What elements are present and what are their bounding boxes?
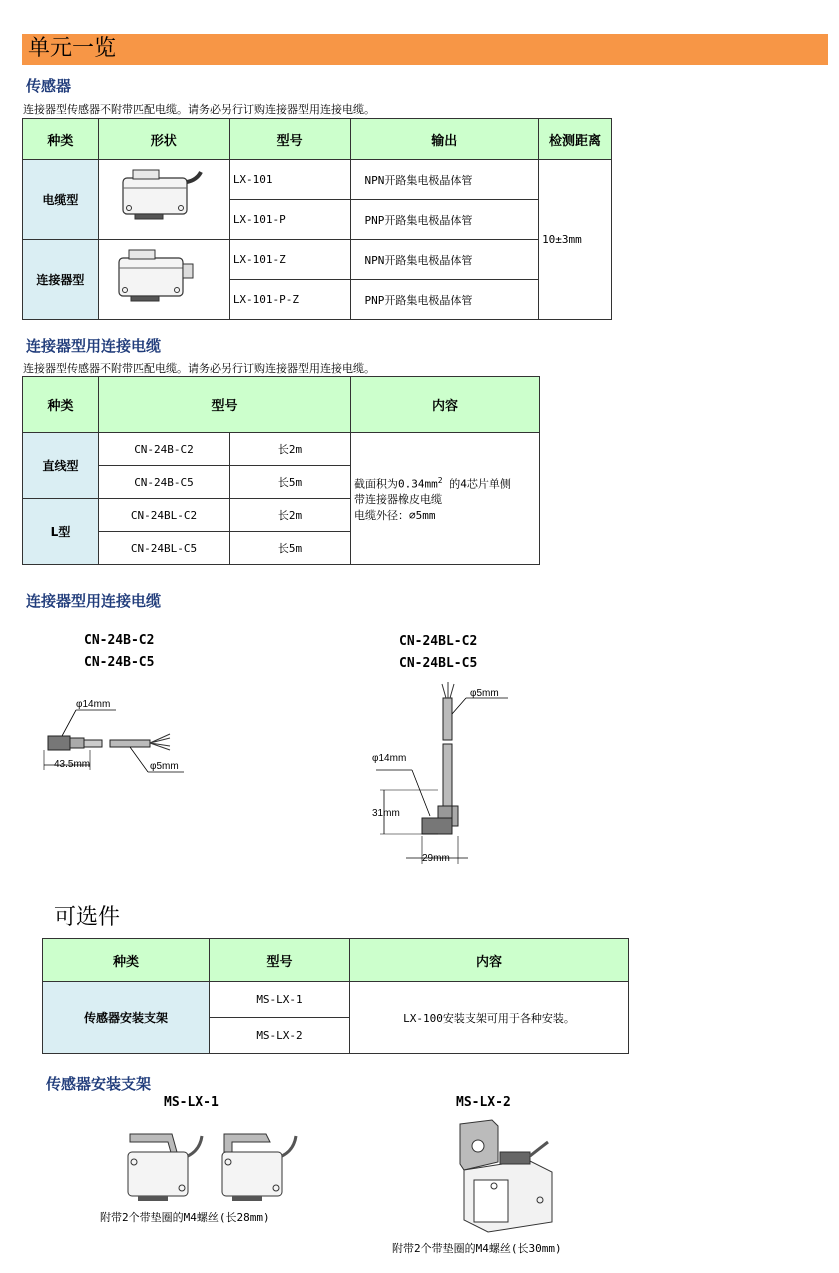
model-cell: MS-LX-2 <box>210 1018 350 1054</box>
col-header: 型号 <box>99 377 351 433</box>
length-cell: 长5m <box>230 466 351 499</box>
cable-note: 连接器型传感器不附带匹配电缆。请务必另行订购连接器型用连接电缆。 <box>23 362 375 375</box>
output-cell: PNP开路集电极晶体管 <box>350 280 539 320</box>
lshape-dim-w: 29mm <box>422 853 450 864</box>
sensor-note: 连接器型传感器不附带匹配电缆。请务必另行订购连接器型用连接电缆。 <box>23 103 375 116</box>
col-header: 内容 <box>350 939 629 982</box>
content-line2: 带连接器橡皮电缆 <box>354 493 442 507</box>
model-cell: CN-24B-C2 <box>99 433 230 466</box>
content-line3: 电缆外径：⌀5mm <box>354 509 436 523</box>
output-cell: PNP开路集电极晶体管 <box>350 200 539 240</box>
sensor-connector-type-icon <box>99 240 229 316</box>
content-sup: 2 <box>437 475 443 485</box>
content-line1a: 截面积为0.34mm <box>354 477 438 491</box>
banner-title: 单元一览 <box>28 36 117 61</box>
model-cell: LX-101-P-Z <box>229 280 350 320</box>
sensor-image-cable <box>98 160 229 240</box>
type-cell: 直线型 <box>23 433 99 499</box>
lshape-model-2: CN-24BL-C5 <box>399 656 478 671</box>
bracket-heading: 传感器安装支架 <box>46 1075 152 1093</box>
model-cell: CN-24BL-C2 <box>99 499 230 532</box>
section-banner <box>22 34 828 65</box>
model-cell: MS-LX-1 <box>210 982 350 1018</box>
type-cell: 传感器安装支架 <box>43 982 210 1054</box>
lshape-cable-drawing <box>368 680 508 870</box>
bracket-caption-1: 附带2个带垫圈的M4螺丝(长28mm) <box>100 1211 270 1224</box>
cable-heading: 连接器型用连接电缆 <box>26 337 162 355</box>
sensor-cable-type-icon <box>99 160 229 236</box>
bracket-model-2: MS-LX-2 <box>456 1095 511 1110</box>
options-table <box>42 938 629 1054</box>
model-cell: LX-101 <box>229 160 350 200</box>
length-cell: 长5m <box>230 532 351 565</box>
length-cell: 长2m <box>230 433 351 466</box>
model-cell: LX-101-P <box>229 200 350 240</box>
type-cell: L型 <box>23 499 99 565</box>
options-title: 可选件 <box>54 905 121 930</box>
bracket-ms-lx-1-drawing <box>120 1130 310 1205</box>
col-header: 内容 <box>351 377 540 433</box>
content-cell <box>351 433 540 565</box>
straight-model-2: CN-24B-C5 <box>84 655 155 670</box>
model-cell: LX-101-Z <box>229 240 350 280</box>
lshape-model-1: CN-24BL-C2 <box>399 634 478 649</box>
lshape-dim-d14: φ14mm <box>372 753 407 764</box>
lshape-dim-h: 31mm <box>372 808 400 819</box>
sensor-heading: 传感器 <box>26 77 72 95</box>
output-cell: NPN开路集电极晶体管 <box>350 240 539 280</box>
col-header: 输出 <box>350 119 539 160</box>
bracket-model-1: MS-LX-1 <box>164 1095 219 1110</box>
content-cell: LX-100安装支架可用于各种安装。 <box>350 982 629 1054</box>
straight-model-1: CN-24B-C2 <box>84 633 155 648</box>
col-header: 型号 <box>229 119 350 160</box>
model-cell: CN-24BL-C5 <box>99 532 230 565</box>
straight-dim-d14: φ14mm <box>76 699 111 710</box>
lshape-dim-d5: φ5mm <box>470 688 499 699</box>
type-cell: 电缆型 <box>23 160 99 240</box>
straight-dim-d5: φ5mm <box>150 761 179 772</box>
straight-dim-len: 43.5mm <box>54 759 91 770</box>
type-cell: 连接器型 <box>23 240 99 320</box>
bracket-caption-2: 附带2个带垫圈的M4螺丝(长30mm) <box>392 1242 562 1255</box>
col-header: 种类 <box>43 939 210 982</box>
col-header: 种类 <box>23 119 99 160</box>
col-header: 检测距离 <box>539 119 612 160</box>
output-cell: NPN开路集电极晶体管 <box>350 160 539 200</box>
content-line1b: 的4芯片单侧 <box>442 477 511 491</box>
distance-cell: 10±3mm <box>539 160 612 320</box>
col-header: 形状 <box>98 119 229 160</box>
length-cell: 长2m <box>230 499 351 532</box>
sensor-table <box>22 118 612 320</box>
col-header: 型号 <box>210 939 350 982</box>
sensor-image-connector <box>98 240 229 320</box>
cable-diagram-heading: 连接器型用连接电缆 <box>26 592 162 610</box>
model-cell: CN-24B-C5 <box>99 466 230 499</box>
cable-table <box>22 376 540 565</box>
col-header: 种类 <box>23 377 99 433</box>
bracket-ms-lx-2-drawing <box>448 1118 558 1236</box>
